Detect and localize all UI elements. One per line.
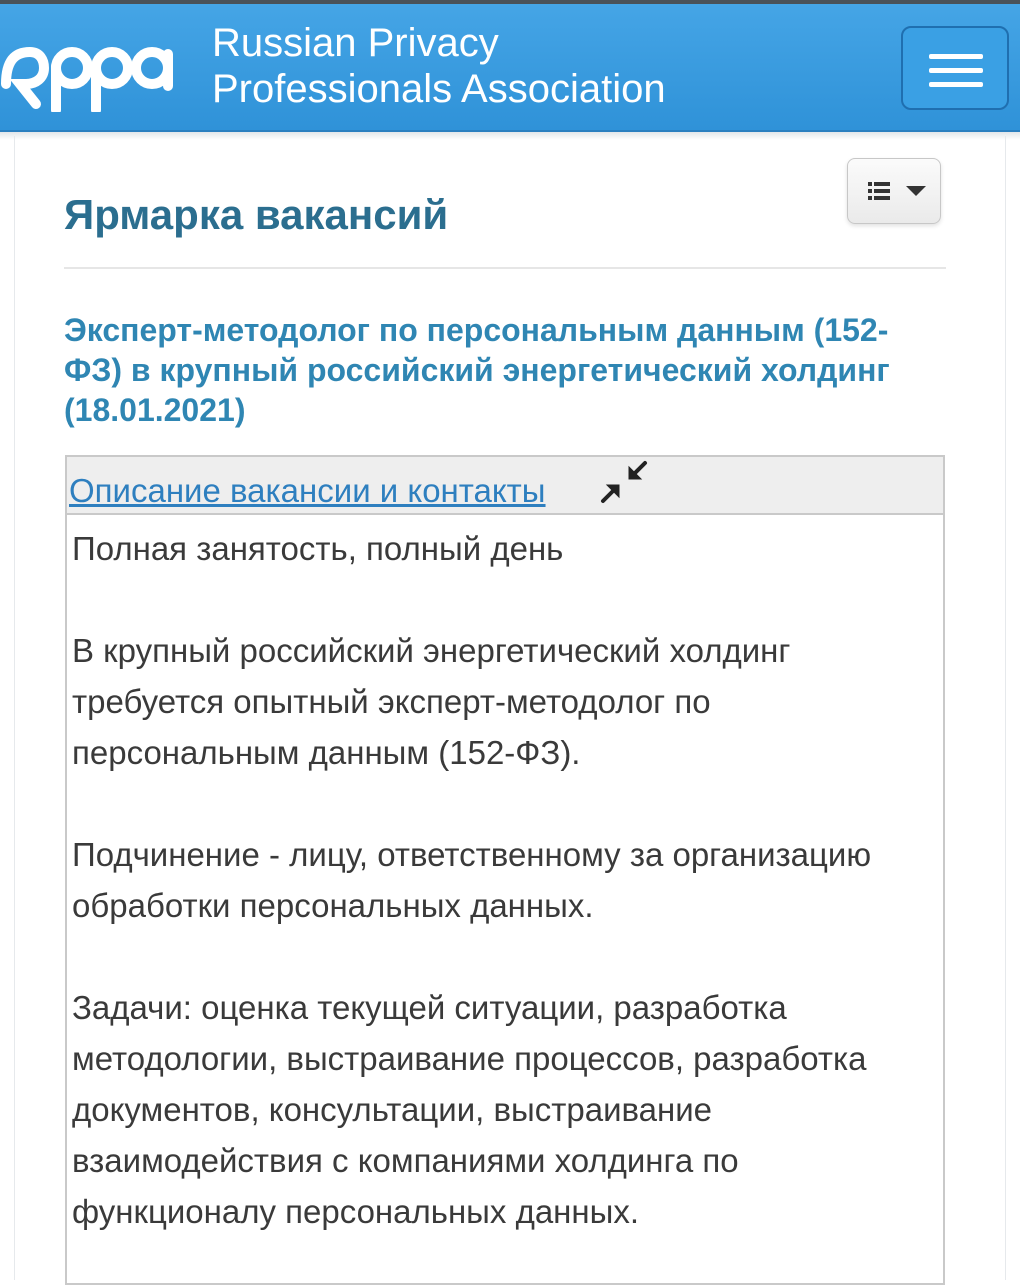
list-icon	[848, 159, 942, 225]
site-header	[0, 4, 1020, 132]
collapse-arrows-icon[interactable]	[599, 459, 649, 505]
vacancy-title[interactable]: Эксперт-методолог по персональным данным (152-ФЗ) в крупный российский энергетический холдинг (18.01.2021)	[64, 312, 890, 428]
vacancy-panel	[65, 455, 945, 1285]
description-paragraph: Задачи: оценка текущей ситуации, разработка методологии, выстраивание процессов, разработка документов, консультации, выстраивание взаимодействия с компаниями холдинга по функционалу персональных данных.	[72, 989, 867, 1230]
title-divider	[64, 267, 946, 269]
panel-header	[67, 457, 943, 515]
page-title: Ярмарка вакансий	[64, 191, 449, 238]
vacancy-description	[72, 523, 932, 1288]
description-paragraph: Подчинение - лицу, ответственному за организацию обработки персональных данных.	[72, 836, 872, 924]
view-options-dropdown[interactable]	[847, 158, 941, 224]
hamburger-menu-button[interactable]	[901, 26, 1009, 110]
description-paragraph: В крупный российский энергетический холдинг требуется опытный эксперт-методолог по персональным данным (152-ФЗ).	[72, 632, 791, 771]
brand-name[interactable]	[212, 20, 666, 112]
brand-line-2: Professionals Association	[212, 67, 666, 111]
rppa-logo[interactable]	[0, 22, 180, 112]
description-paragraph: Полная занятость, полный день	[72, 530, 564, 567]
brand-line-1: Russian Privacy	[212, 21, 499, 65]
vacancy-description-link[interactable]: Описание вакансии и контакты	[69, 472, 546, 509]
caret-down-icon	[906, 186, 926, 196]
